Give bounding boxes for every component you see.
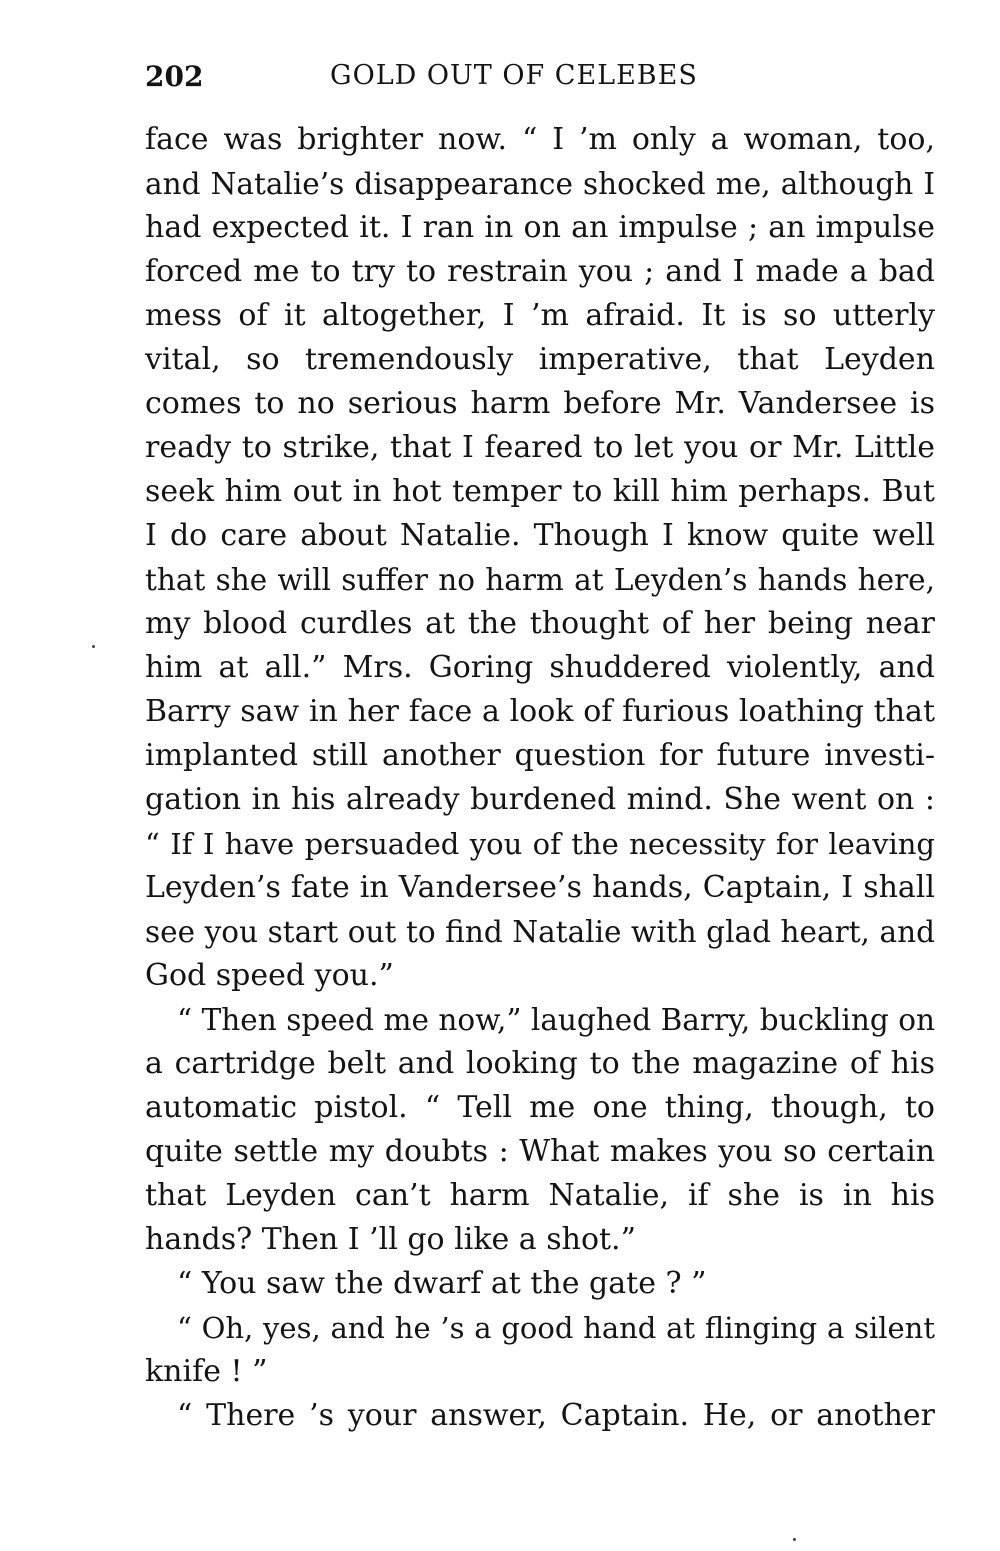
text-line: knife ! ” [145, 1354, 268, 1389]
text-line: vital, so tremendously imperative, that Leyden [145, 342, 935, 377]
text-line: gation in his already burdened mind. She went on : [145, 782, 935, 817]
text-line: my blood curdles at the thought of her being near [145, 606, 935, 641]
text-line: comes to no serious harm before Mr. Vandersee is [145, 386, 935, 421]
text-line: I do care about Natalie. Though I know quite well [145, 518, 935, 553]
text-line: see you start out to find Natalie with glad heart, and [145, 915, 935, 949]
text-line: hands? Then I ’ll go like a shot.” [145, 1222, 636, 1257]
text-line: ready to strike, that I feared to let you or Mr. Little [145, 430, 935, 465]
text-line: “ You saw the dwarf at the gate ? ” [177, 1266, 707, 1301]
text-line: Leyden’s fate in Vandersee’s hands, Captain, I shall [145, 870, 935, 905]
text-line: “ Oh, yes, and he ’s a good hand at flinging a silent [177, 1311, 935, 1345]
text-line: Barry saw in her face a look of furious loathing that [145, 694, 935, 729]
text-line: “ Then speed me now,” laughed Barry, buckling on [177, 1003, 935, 1037]
text-line: “ There ’s your answer, Captain. He, or another [177, 1398, 935, 1433]
text-line: “ If I have persuaded you of the necessity for leaving [145, 827, 935, 861]
page-number: 202 [145, 60, 204, 93]
running-title: GOLD OUT OF CELEBES [330, 60, 698, 91]
text-line: that Leyden can’t harm Natalie, if she is in his [145, 1178, 935, 1213]
page-header [145, 60, 935, 100]
text-line: God speed you.” [145, 958, 394, 993]
text-line: automatic pistol. “ Tell me one thing, though, to [145, 1090, 935, 1125]
text-line: seek him out in hot temper to kill him perhaps. But [145, 474, 935, 509]
text-line: him at all.” Mrs. Goring shuddered violently, and [145, 650, 935, 685]
text-line: forced me to try to restrain you ; and I made a bad [145, 254, 935, 289]
text-line: face was brighter now. “ I ’m only a woman, too, [145, 122, 935, 157]
text-line: quite settle my doubts : What makes you so certain [145, 1134, 935, 1169]
text-line: mess of it altogether, I ’m afraid. It is so utterly [145, 298, 935, 333]
scan-speck [92, 645, 95, 648]
body-text [145, 118, 935, 1438]
text-line: a cartridge belt and looking to the magazine of his [145, 1046, 935, 1081]
text-line: implanted still another question for future investi- [145, 738, 935, 773]
text-line: had expected it. I ran in on an impulse ; an impulse [145, 210, 935, 245]
text-line: that she will suffer no harm at Leyden’s hands here, [145, 563, 935, 597]
text-line: and Natalie’s disappearance shocked me, although I [145, 167, 935, 201]
scan-speck [793, 1538, 796, 1541]
